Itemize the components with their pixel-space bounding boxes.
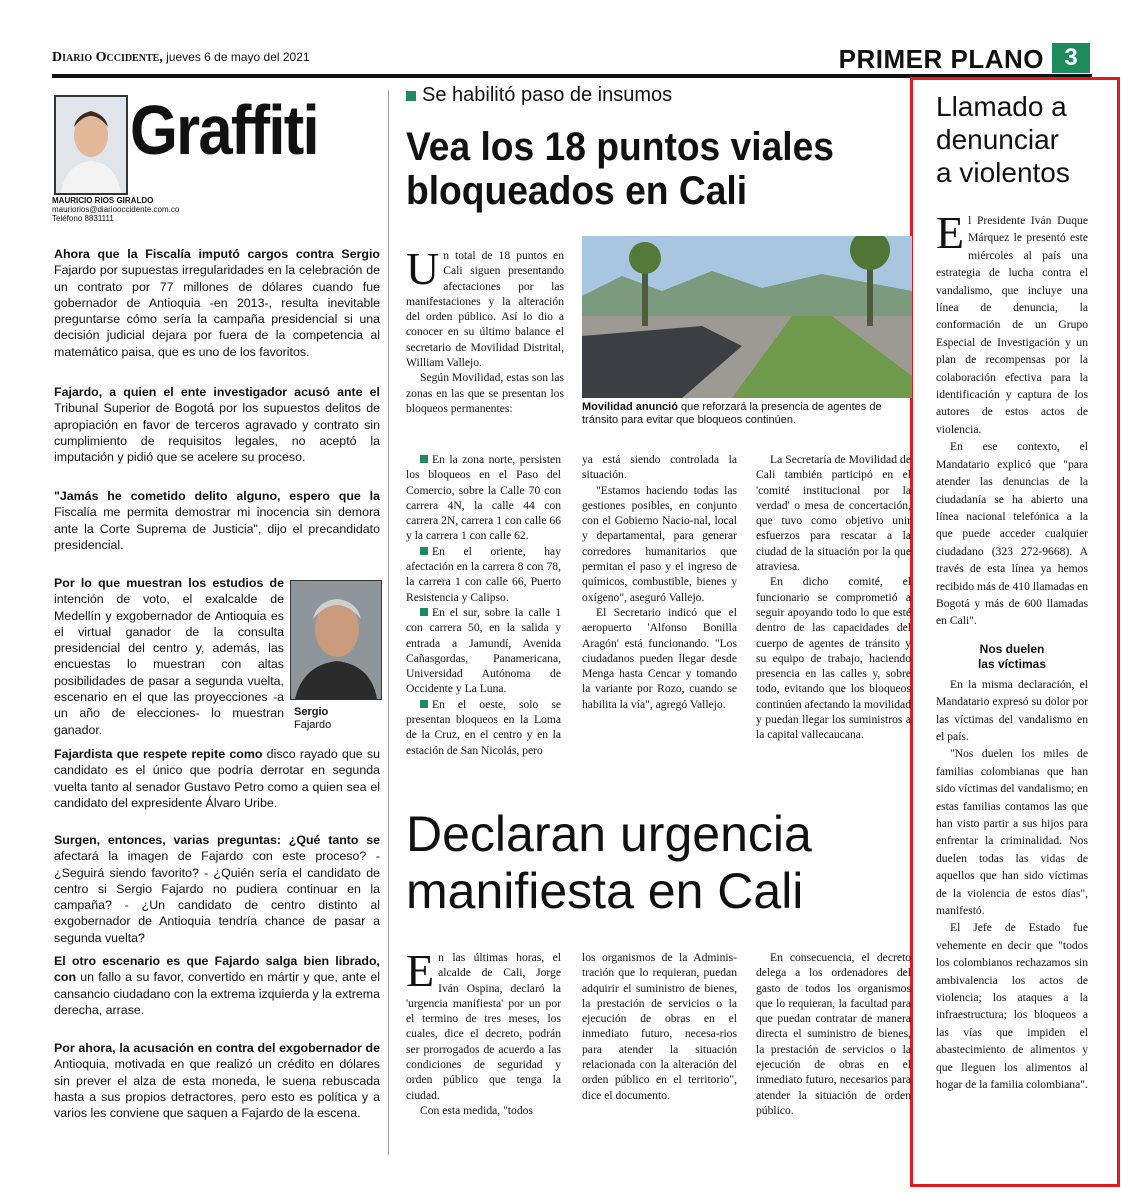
graffiti-paragraph-6: Surgen, entonces, varias preguntas: ¿Qué tanto se afectará la imagen de Fajardo con este proceso? - ¿Seguirá siendo favorito? - ¿Quién sería el candidato de centro si Sergio Fajardo no pudiera continuar en la campaña? - ¿Un candidato de centro distinto al exgobernador de Antioquia tendría chance de pasar a segunda vuelta? (54, 833, 380, 945)
fajardo-photo (290, 580, 382, 700)
article3-subhead: Nos duelen las víctimas (977, 641, 1047, 671)
article3-headline: Llamado a denunciar a violentos (936, 91, 1070, 188)
article1-headline: Vea los 18 puntos viales bloqueados en Cali (406, 125, 835, 213)
author-block (52, 196, 179, 223)
article2-column-3: En consecuencia, el decreto delega a los ordenadores del gasto de todos los organismos que lo requieran, la facultad para que puedan contratar de manera directa el suministro de bienes, la prestación de servicios o la ejecución de obras en el inmediato futuro, necesarios para atender la situación de orden público. (756, 951, 911, 1117)
article1-kicker: Se habilitó paso de insumos (406, 84, 672, 107)
newspaper-brand: Diario Occidente, (52, 50, 163, 65)
article1-column-3: La Secretaría de Movilidad de Cali también participó en el 'comité institucional por la verdad' o mesa de concertación, que tuvo como objetivo unir esfuerzos para rescatar a la ciudad de la situación por la que atraviesa. En dicho comité, el funcionario se comprometió a seguir apoyando todo lo que esté dentro de las capacidades del cuerpo de agentes de tránsito y su equipo de trabajo, haciendo presencia en las calles y, sobre todo, evitando que los bloqueos continúen afectando la movilidad y puedan llegar los suministros a la capital vallecaucana. (756, 453, 911, 742)
graffiti-paragraph-3: "Jamás he cometido delito alguno, espero que la Fiscalía me permita demostrar mi inocencia sin demora ante la Corte Suprema de Justicia", dijo el precandidato presidencial. (54, 489, 380, 552)
author-phone: Teléfono 8831111 (52, 214, 114, 223)
author-name: MAURICIO RIOS GIRALDO (52, 196, 154, 205)
graffiti-paragraph-1: Ahora que la Fiscalía imputó cargos contra Sergio Fajardo por supuestas irregularidades en la celebración de un contrato por 77 millones de dólares cuando fue gobernador de Antioquia -en 2013-, resulta inevitable preguntarse cómo sería la campaña presidencial si una decisión judicial dejara por fuera de la competencia al matemático paisa, que es uno de los favoritos. (54, 247, 380, 359)
green-square-icon (420, 547, 428, 555)
article2-column-2: los organismos de la Adminis-tración que lo requieran, puedan adquirir el suministro de bienes, la prestación de servicios o la ejecución de obras en el inmediato futuro, necesa-rios para atender la situación relacionada con la alteración del orden público en el territorio", dice el documento. (582, 951, 737, 1102)
column-title: Graffiti (130, 91, 318, 169)
dropcap: U (406, 243, 440, 294)
article2-column-1: En las últimas horas, el alcalde de Cali, Jorge Iván Ospina, declaró la 'urgencia manifiesta' por un por el termino de tres meses, los cuales, dice el decreto, podrán ser prorrogados de acuerdo a las condiciones de seguridad y orden público que tenga la ciudad. Con esta medida, "todos (406, 945, 561, 1117)
green-square-icon (420, 608, 428, 616)
article1-photo-caption: Movilidad anunció que reforzará la presencia de agentes de tránsito para evitar que bloqueos continúen. (582, 401, 882, 426)
green-square-icon (406, 91, 416, 101)
graffiti-paragraph-8: Por ahora, la acusación en contra del exgobernador de Antioquia, motivada en que realizó un crédito en dólares sin prever el alza de esta moneda, le suena rebuscada hasta a sus propios detractores, pero esto es política y a varios les conviene que saquen a Fajardo de la escena. (54, 1041, 380, 1121)
graffiti-paragraph-2: Fajardo, a quien el ente investigador acusó ante el Tribunal Superior de Bogotá por los supuestos delitos de apropiación en favor de terceros agravado y contrato sin cumplimiento de requisitos legales, no aceptó la imputación y pidió que se acelere su proceso. (54, 385, 380, 465)
masthead-date-line (52, 50, 310, 66)
page-number: 3 (1052, 43, 1090, 73)
article1-column-1: En la zona norte, persisten los bloqueos en el Paso del Comercio, sobre la Calle 70 con carrera 4N, la calle 44 con carrera 2N, carrera 1 con calle 66 y la carrera 1 con calle 62. En el oriente, hay afectación en la carrera 8 con 78, la carrera 1 con calle 66, Puerto Resistencia y Calipso. En el sur, sobre la calle 1 con carrera 50, en la salida y entrada a Jamundí, Avenida Cañasgordas, Panamericana, Universidad Autónoma de Occidente y La Luna. En el oeste, solo se presentan bloqueos en la Loma de la Cruz, en el centro y en la estación de San Nicolás, pero (406, 453, 561, 757)
article1-photo (582, 236, 912, 398)
author-email: mauriorios@diariooccidente.com.co (52, 205, 180, 214)
graffiti-paragraph-7: El otro escenario es que Fajardo salga bien librado, con un fallo a su favor, convertido en mártir y que, ante el cansancio ciudadano con la extrema izquierda y la extrema derecha, arrase. (54, 954, 380, 1017)
fajardo-photo-caption: Sergio Fajardo (294, 706, 332, 731)
graffiti-paragraph-5: Fajardista que respete repite como disco rayado que su candidato es el único que podría derrotar en segunda vuelta tanto al senador Gustavo Petro como a quien sea el candidato del expresidente Álvaro Uribe. (54, 747, 381, 810)
section-title: PRIMER PLANO (838, 44, 1044, 74)
graffiti-paragraph-4: Por lo que muestran los estudios de intención de voto, el exalcalde de Medellín y exgobernador de Antioquia es el virtual ganador de la consulta presidencial del centro y, además, las encuestas lo muestran con altas posibilidades de pasar a segunda vuelta, escenario en el que las proyecciones -a un año de elecciones- lo muestran ganador. (54, 576, 284, 737)
article3-body: El Presidente Iván Duque Márquez le presentó este miércoles al país una estrategia de lucha contra el vandalismo, que incluye una línea de denuncia, la conformación de un Grupo Especial de Investigación y un plan de recompensas por la colaboración efectiva para la identificación y captura de los autores de estos actos de violencia. En ese contexto, el Mandatario explicó que "para atender las denuncias de la ciudadanía se ha abierto una línea nacional telefónica a la que puede acceder cualquier ciudadano (323 272-9668). A través de esta línea ya hemos recibido más de 410 llamadas en Bogotá y más de 600 llamadas en Cali". Nos duelen las víctimas En la misma declaración, el Mandatario expresó su dolor por las víctimas del vandalismo en el país. "Nos duelen los miles de familias colombianas que han sido víctimas del vandalismo; en estas familias contamos las que han visto partir a sus hijos para enfrentar la criminalidad. Nos duelen todas las vidas de aquellos que han sido víctimas de la violencia de estos días", manifestó. El Jefe de Estado fue vehemente en decir que "todos los colombianos rechazamos sin ambivalencia los actos de violencia; los ataques a la infraestructura; los bloqueos a las vías que impiden el abastecimiento de alimentos y que lleguen los alimentos al hogar de la familia colombiana". (936, 207, 1088, 1092)
column-divider (388, 90, 389, 1155)
green-square-icon (420, 455, 428, 463)
green-square-icon (420, 700, 428, 708)
article1-column-2: ya está siendo controlada la situación. "Estamos haciendo todas las gestiones posibles, en conjunto con el Gobierno Nacio-nal, local y departamental, para generar corredores humanitarios que permitan el paso y el ingreso de químicos, combustible, bienes y oxígeno", aseguró Vallejo. El Secretario indicó que el aeropuerto 'Alfonso Bonilla Aragón' está funcionando. "Los ciudadanos pueden llegar desde Menga hasta Cencar y tomando la variante por Rozo, cuando se habilita la vía", agregó Vallejo. (582, 453, 737, 711)
dropcap: E (936, 207, 965, 258)
article1-intro: Un total de 18 puntos en Cali siguen presentando afectaciones por las manifestaciones y la alteración del orden público. Así lo dio a conocer en su último balance el secretario de Movilidad Distrital, William Vallejo. Según Movilidad, estas son las zonas en las que se presentan los bloqueos permanentes: (406, 243, 564, 415)
author-photo (54, 95, 128, 195)
publication-date: jueves 6 de mayo del 2021 (166, 50, 310, 64)
article2-headline: Declaran urgencia manifiesta en Cali (406, 806, 812, 919)
dropcap: E (406, 945, 435, 996)
